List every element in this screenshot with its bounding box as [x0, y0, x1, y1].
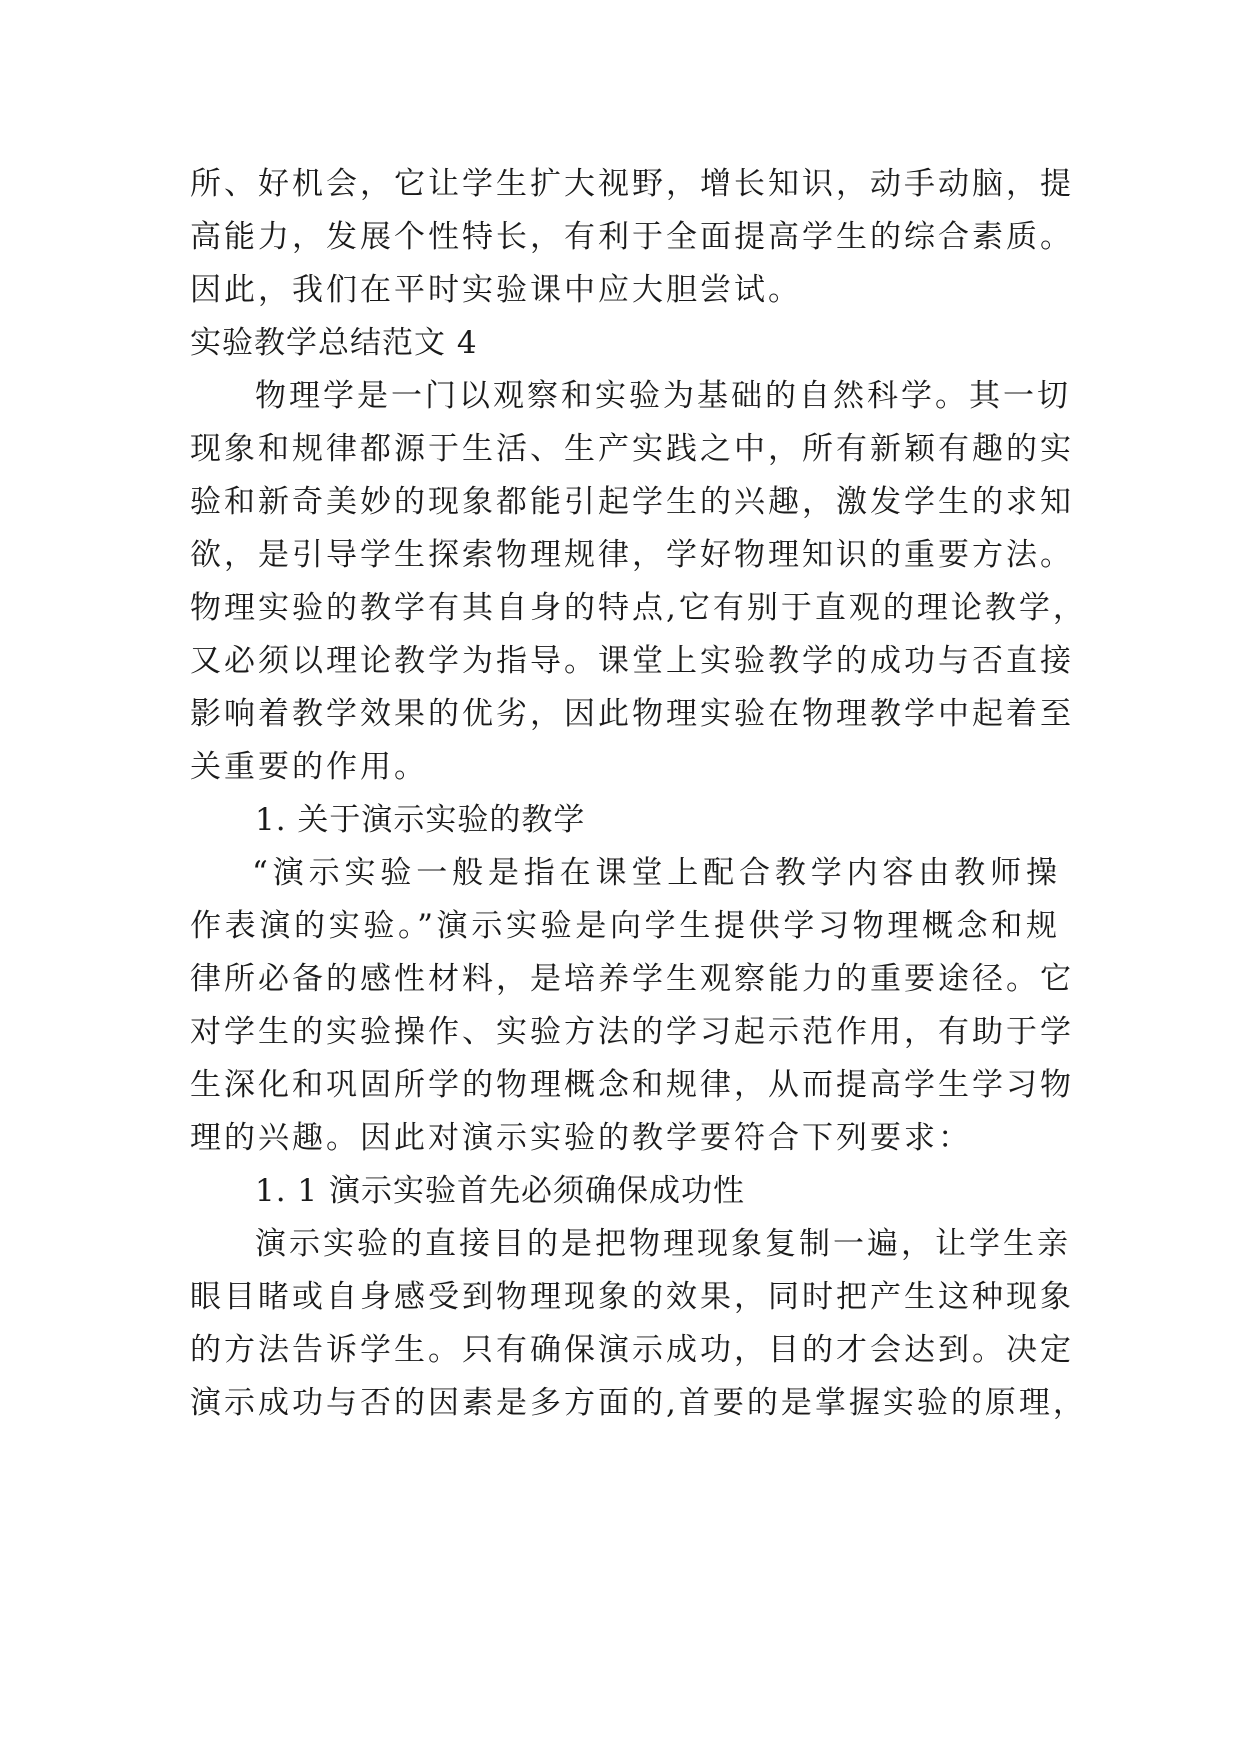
paragraph-line: 生深化和巩固所学的物理概念和规律，从而提高学生学习物 [190, 1067, 1074, 1103]
paragraph-line: 影响着教学效果的优劣，因此物理实验在物理教学中起着至 [190, 696, 1074, 732]
paragraph-line: 所、好机会，它让学生扩大视野，增长知识，动手动脑，提 [190, 166, 1074, 202]
subsection-heading: 1. 1 演示实验首先必须确保成功性 [255, 1173, 746, 1209]
section-heading: 实验教学总结范文 4 [190, 325, 478, 361]
paragraph-line: 又必须以理论教学为指导。课堂上实验教学的成功与否直接 [190, 643, 1074, 679]
paragraph-line: 的方法告诉学生。只有确保演示成功，目的才会达到。决定 [190, 1332, 1074, 1368]
paragraph-line: “演示实验一般是指在课堂上配合教学内容由教师操 [252, 855, 1060, 891]
paragraph-line: 高能力，发展个性特长，有利于全面提高学生的综合素质。 [190, 219, 1074, 255]
subsection-heading: 1. 关于演示实验的教学 [255, 802, 586, 838]
paragraph-line: 物理学是一门以观察和实验为基础的自然科学。其一切 [255, 378, 1071, 414]
paragraph-line: 验和新奇美妙的现象都能引起学生的兴趣，激发学生的求知 [190, 484, 1074, 520]
paragraph-line: 理的兴趣。因此对演示实验的教学要符合下列要求： [190, 1120, 972, 1156]
paragraph-line: 眼目睹或自身感受到物理现象的效果，同时把产生这种现象 [190, 1279, 1074, 1315]
paragraph-line: 演示成功与否的因素是多方面的,首要的是掌握实验的原理， [190, 1385, 1087, 1421]
paragraph-line: 物理实验的教学有其自身的特点,它有别于直观的理论教学， [190, 590, 1087, 626]
paragraph-line: 律所必备的感性材料，是培养学生观察能力的重要途径。它 [190, 961, 1074, 997]
paragraph-line: 对学生的实验操作、实验方法的学习起示范作用，有助于学 [190, 1014, 1074, 1050]
paragraph-line: 现象和规律都源于生活、生产实践之中，所有新颖有趣的实 [190, 431, 1074, 467]
paragraph-line: 因此，我们在平时实验课中应大胆尝试。 [190, 272, 802, 308]
paragraph-line: 演示实验的直接目的是把物理现象复制一遍，让学生亲 [255, 1226, 1071, 1262]
paragraph-line: 关重要的作用。 [190, 749, 428, 785]
paragraph-line: 欲，是引导学生探索物理规律，学好物理知识的重要方法。 [190, 537, 1074, 573]
paragraph-line: 作表演的实验。”演示实验是向学生提供学习物理概念和规 [190, 908, 1060, 944]
